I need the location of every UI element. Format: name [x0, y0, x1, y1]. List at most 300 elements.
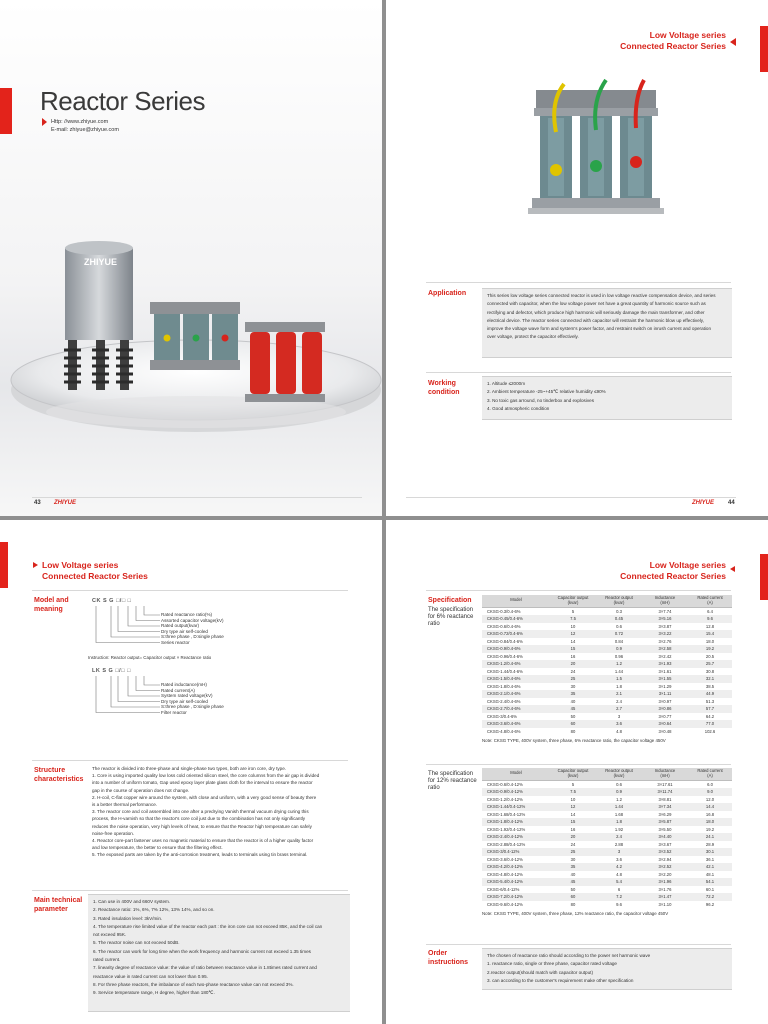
table-cell: 9.0	[688, 788, 732, 796]
table-cell: 20.5	[705, 653, 715, 659]
table-cell: 40	[570, 871, 576, 877]
table-cell: 1.2	[596, 660, 642, 668]
main-parameter-line: 5. The reactor noise can not exceed 50dB.	[93, 940, 180, 946]
table-cell: 10	[570, 623, 576, 629]
table-cell: 16	[570, 826, 576, 832]
table-cell: 64.2	[705, 713, 715, 719]
divider	[426, 944, 731, 945]
spec12-line3: ratio	[428, 785, 440, 791]
table-cell: 6	[617, 886, 621, 892]
table-row	[482, 803, 732, 811]
structure-line: The reactor is divided into three-phase and single-phase two types, both are iron core, dry type.	[92, 766, 287, 771]
table-cell: 0.6	[616, 623, 622, 629]
column-header: Rated current (A)	[688, 595, 732, 607]
model-meaning-item: Rated current(A)	[161, 687, 195, 693]
triangle-icon	[42, 118, 47, 126]
structure-line: is a better thermal performance.	[92, 802, 158, 808]
table-cell: 3×7.74	[658, 608, 672, 614]
table-cell: 3×17.61	[657, 781, 673, 787]
table-cell: 3×2.42	[658, 653, 672, 659]
table-cell: 0.9	[596, 645, 642, 653]
table-cell: 3×5.16	[642, 615, 688, 623]
structure-line: 1. Core is using imported quality low loss cold oriented silicon steel, the core columns from the air gap is divided	[92, 773, 320, 779]
table-cell: 1.8	[596, 818, 642, 826]
divider	[426, 282, 731, 283]
order-instruction-line: 2.reactor output(should match with capacitor output)	[487, 969, 593, 975]
table-cell: 36.1	[705, 856, 715, 862]
table-cell: 44.9	[688, 690, 732, 698]
table-cell: CKSG-0.9/0.4-6%	[482, 645, 550, 653]
working-label-line2: condition	[428, 388, 460, 396]
table-row	[482, 893, 732, 901]
structure-line: 5. The exposed parts are taken by the anti-corrosion treatment, leads to terminals using tin brass terminal.	[92, 852, 308, 858]
model-code-ck: CK S G □/□ □	[92, 598, 132, 604]
structure-line: 4. Reactor core-part fastener uses no magnetic material to ensure that the reactor is of a higher quality factor	[92, 838, 314, 844]
table-cell: 24	[570, 668, 576, 674]
table-cell: 25	[550, 675, 596, 683]
table-row	[482, 683, 732, 691]
column-header: Inductance (mH)	[642, 595, 688, 607]
table-header	[482, 768, 732, 780]
table-cell: 30	[570, 683, 576, 689]
table-cell: CKSG-0.84/0.4-6%	[487, 638, 523, 644]
page-43	[0, 0, 382, 516]
series-header-line1: Low Voltage series	[42, 560, 119, 570]
table-cell: CKSG-9.6/0.4-12%	[487, 901, 523, 907]
table-cell: 3×2.76	[658, 638, 672, 644]
divider	[426, 372, 731, 373]
table-header	[482, 595, 732, 607]
application-line: connected with capacitor, when the low voltage power net have a great quantity of harmonic source such as	[487, 301, 706, 307]
table-cell: CKSG-7.2/0.4-12%	[482, 893, 550, 901]
red-tab	[760, 26, 768, 72]
table-cell: 45	[550, 878, 596, 886]
table-cell: 3	[617, 713, 621, 719]
table-cell: 80	[570, 728, 576, 734]
table-cell: 60	[550, 893, 596, 901]
table-cell: 0.45	[596, 615, 642, 623]
column-header: Reactor output (kvar)	[596, 768, 642, 780]
table-cell: 3×1.29	[658, 683, 672, 689]
table-cell: 5	[571, 608, 575, 614]
application-line: rectifying and defector, which produce high harmonic will seriously damage the main transformer, and other	[487, 309, 705, 315]
order-instruction-line: 3. can according to the customer's requirement make other specification	[487, 977, 634, 983]
table-row	[482, 871, 732, 879]
table-cell: 2.1	[596, 690, 642, 698]
table-cell: CKSG-0.6/0.4-12%	[487, 781, 523, 787]
footer-logo: ZHIYUE	[54, 500, 77, 506]
page-number: 43	[34, 500, 41, 506]
table-cell: 3×1.10	[658, 901, 672, 907]
application-line: electrical device. The reactor series connected with capacitor will restraint the harmonic blow up effectively,	[487, 317, 705, 323]
divider	[32, 760, 348, 761]
table-cell: CKSG-1.8/0.4-12%	[482, 818, 550, 826]
main-parameter-line: rated current.	[93, 957, 121, 963]
table-cell: 25.7	[688, 660, 732, 668]
table-cell: 3×0.86	[642, 705, 688, 713]
table-cell: CKSG-0.72/0.4-6%	[482, 630, 550, 638]
table-cell: 25	[550, 848, 596, 856]
model-code-lk: LK S G □/□ □	[92, 668, 131, 674]
table-cell: 3×2.52	[642, 863, 688, 871]
order-label	[428, 950, 468, 967]
footer-divider	[32, 497, 362, 498]
table-cell: 16.8	[705, 811, 715, 817]
red-tab	[0, 88, 12, 134]
series-header-line2: Connected Reactor Series	[620, 571, 726, 581]
application-line: improve the voltage wave form and system's power factor, and restraint switch on inrush current and operation	[487, 326, 712, 332]
application-label: Application	[428, 290, 467, 297]
table-cell: 9.6	[616, 901, 622, 907]
model-ck-meaning-list	[161, 612, 224, 645]
table-cell: 1.68	[614, 811, 624, 817]
table-row	[482, 886, 732, 894]
table-cell: 3×0.48	[658, 728, 672, 734]
series-header	[620, 30, 726, 52]
page-45	[0, 520, 382, 1024]
table-cell: 15.4	[688, 630, 732, 638]
table-cell: 14	[570, 638, 576, 644]
table-cell: CKSG-3.6/0.4-6%	[482, 720, 550, 728]
table-cell: 30.8	[705, 668, 715, 674]
table-cell: 3×1.55	[642, 675, 688, 683]
main-technical-text	[88, 894, 350, 1012]
table-cell: CKSG-1.2/0.4-6%	[482, 660, 550, 668]
working-condition-line: 4. Good atmospheric condition	[487, 405, 550, 411]
table-cell: 35	[550, 863, 596, 871]
table-cell: CKSG-0.45/0.4-6%	[482, 615, 550, 623]
working-condition-label	[428, 380, 460, 397]
table-cell: 18.0	[688, 818, 732, 826]
table-cell: 3×3.52	[642, 848, 688, 856]
divider	[32, 590, 348, 591]
spec12-line1: The specification	[428, 771, 474, 777]
model-label-line1: Model and	[34, 597, 69, 604]
table-cell: 60	[550, 720, 596, 728]
table-cell: 30.1	[688, 848, 732, 856]
table-row	[482, 705, 732, 713]
model-meaning-item: Dry type air self-cooled	[161, 698, 208, 704]
table-row	[482, 623, 732, 631]
model-meaning-item: Rated inductance(mH)	[161, 682, 207, 687]
spec-table-12	[482, 768, 732, 908]
working-label-line1: Working	[428, 380, 456, 387]
email-link[interactable]: E-mail: zhiyue@zhiyue.com	[51, 127, 119, 133]
table-row	[482, 818, 732, 826]
table-cell: 20	[550, 660, 596, 668]
table-row	[482, 653, 732, 661]
series-header-line2: Connected Reactor Series	[42, 571, 148, 581]
main-technical-label	[34, 897, 82, 914]
table-cell: 57.7	[688, 705, 732, 713]
main-parameter-line: 1. Can use in 400V and 660V system.	[93, 899, 171, 904]
model-instruction: Instruction: Reactor output= Capacitor output × Reactance ratio	[88, 655, 212, 660]
table-cell: 3×0.77	[658, 713, 672, 719]
table-cell: 24	[570, 841, 576, 847]
table-cell: CKSG-0.6/0.4-6%	[487, 623, 521, 629]
structure-line: gap in the course of operation does not change.	[92, 787, 190, 793]
table-cell: 77.0	[688, 720, 732, 728]
table-row	[482, 826, 732, 834]
main-label-line2: parameter	[34, 905, 68, 913]
table-cell: 30	[570, 856, 576, 862]
table-cell: 3×8.81	[658, 796, 672, 802]
structure-label-line2: characteristics	[34, 775, 84, 783]
reactor-photo	[526, 72, 666, 232]
structure-label	[34, 767, 83, 784]
column-header: Model	[482, 595, 550, 607]
table-row	[482, 796, 732, 804]
table-cell: 3×0.64	[642, 720, 688, 728]
main-label-line1: Main technical	[34, 897, 83, 904]
table-cell: CKSG-2.7/0.4-6%	[482, 705, 550, 713]
table-cell: CKSG-2.4/0.4-12%	[482, 833, 550, 841]
model-meaning-item: Assorted capacitor voltage(kV)	[161, 617, 224, 623]
table-cell: CKSG-6/0.4-12%	[487, 886, 520, 892]
table-cell: 3	[596, 848, 642, 856]
structure-line: into a number of uniform tomato, Gap used epoxy layer plate glass cloth for the interval to ensure the reactor	[92, 780, 313, 786]
table-row	[482, 690, 732, 698]
footer-logo: ZHIYUE	[692, 500, 715, 506]
table-cell: CKSG-1.68/0.4-12%	[487, 811, 526, 817]
working-condition-line: 2. Ambient temperature -25~+45℃ relative humidity ≤90%	[487, 389, 606, 395]
main-parameter-line: 6. The reactor can work for long time when the work frequency and harmonic current not exceed 1.35 times	[93, 948, 311, 954]
order-label-line1: Order	[428, 950, 448, 957]
footer-divider	[406, 497, 736, 498]
spec6-line2: for 6% reactance	[428, 614, 474, 620]
table-cell: CKSG-4.8/0.4-6%	[487, 728, 521, 734]
divider	[32, 890, 348, 891]
table-cell: 3×1.47	[642, 893, 688, 901]
table-cell: 1.44	[596, 803, 642, 811]
table-cell: 42.1	[688, 863, 732, 871]
spec-table-6	[482, 595, 732, 735]
table-cell: CKSG-1.2/0.4-12%	[487, 796, 523, 802]
model-meaning-item: Series reactor	[161, 639, 190, 645]
table-cell: 38.5	[705, 683, 715, 689]
table-cell: 2.88	[614, 841, 624, 847]
table-cell: 5	[571, 781, 575, 787]
table-6-note: Note: CKSG TYPE, 400V system, three phase, 6% reactance ratio, the capacitor voltage 450V	[482, 738, 666, 743]
order-label-line2: instructions	[428, 958, 469, 966]
spec-12-label	[428, 771, 477, 792]
model-meaning-item: Rated reactance ratio(%)	[161, 612, 213, 617]
model-meaning-item: Dry type air self-cooled	[161, 628, 208, 634]
page-title: Reactor Series	[40, 86, 205, 116]
table-row	[482, 848, 732, 856]
table-cell: CKSG-5.4/0.4-12%	[482, 878, 550, 886]
red-tab	[760, 554, 768, 600]
table-cell: 7.5	[550, 615, 596, 623]
table-cell: 35	[550, 690, 596, 698]
table-cell: 28.9	[705, 841, 715, 847]
divider	[426, 590, 731, 591]
page-number: 44	[728, 500, 735, 506]
table-cell: 0.84	[614, 638, 624, 644]
table-cell: 19.2	[688, 645, 732, 653]
table-cell: 51.3	[705, 698, 715, 704]
table-cell: 3×3.67	[658, 841, 672, 847]
table-cell: CKSG-0.96/0.4-6%	[487, 653, 523, 659]
table-row	[482, 863, 732, 871]
http-link[interactable]: Http: //www.zhiyue.com	[51, 119, 109, 125]
table-cell: CKSG-1.44/0.4-12%	[482, 803, 550, 811]
table-cell: CKSG-4.8/0.4-12%	[487, 871, 523, 877]
table-cell: 12.8	[705, 623, 715, 629]
table-cell: 3×3.22	[642, 630, 688, 638]
table-cell: 3×2.20	[658, 871, 672, 877]
model-label-line2: meaning	[34, 605, 63, 613]
table-cell: 3×1.61	[658, 668, 672, 674]
product-brand-label: ZHIYUE	[84, 257, 118, 267]
table-row	[482, 645, 732, 653]
working-condition-text	[482, 376, 732, 420]
table-row	[482, 660, 732, 668]
model-meaning-item: System rated voltage(kV)	[161, 693, 213, 699]
table-cell: 3×3.87	[658, 623, 672, 629]
structure-line: and low temperature, the better to ensure that the filtering effect.	[92, 845, 223, 851]
table-cell: 3.6	[596, 720, 642, 728]
application-line: This series low voltage series connected reactor is used in low voltage reactive compensation device, and series	[487, 293, 716, 298]
main-parameter-line: 7. linearity degree of reactance value: the value of ratio between reactance value in 1.8times rated current and	[93, 965, 317, 971]
column-header: Model	[482, 768, 550, 780]
table-cell: CKSG-0.9/0.4-12%	[482, 788, 550, 796]
table-cell: 15	[550, 818, 596, 826]
table-cell: 24.1	[688, 833, 732, 841]
red-tab	[0, 542, 8, 588]
structure-line: 3. The reactor core and coil assembled into one after a predrying Vanish thermal vacuum drying curing this	[92, 809, 309, 815]
table-cell: CKSG-3.6/0.4-12%	[487, 856, 523, 862]
table-cell: 7.5	[550, 788, 596, 796]
table-row	[482, 856, 732, 864]
table-cell: 1.5	[596, 675, 642, 683]
model-code-lk-lines	[92, 676, 162, 734]
contact-info	[51, 118, 119, 134]
model-meaning-item: S:three phase , D:single phase	[161, 634, 224, 640]
order-instructions-text	[482, 948, 732, 990]
table-cell: 54.1	[688, 878, 732, 886]
main-parameter-line: 4. The temperature rise limited value of the reactor each part : the iron core can not exceed 85K, and the coil can	[93, 923, 323, 929]
table-cell: 15	[550, 645, 596, 653]
table-row	[482, 615, 732, 623]
table-row	[482, 901, 732, 909]
column-header: Capacitor output (kvar)	[550, 595, 596, 607]
table-row	[482, 728, 732, 736]
table-cell: 102.6	[704, 728, 716, 734]
table-cell: 4.8	[616, 871, 622, 877]
column-header: Rated current (A)	[688, 768, 732, 780]
table-cell: 1.8	[616, 683, 622, 689]
spec-6-label	[428, 607, 473, 628]
table-cell: 19.2	[705, 826, 715, 832]
table-row	[482, 788, 732, 796]
application-text	[482, 288, 732, 358]
table-cell: 3×4.40	[642, 833, 688, 841]
main-parameter-line: 2. Reactance ratio: 1%, 6%, 7% 12%, 13% 14%, and so on.	[93, 907, 215, 913]
table-cell: 4.2	[596, 863, 642, 871]
table-cell: 3×1.76	[658, 886, 672, 892]
table-cell: 48.1	[705, 871, 715, 877]
table-cell: 0.72	[596, 630, 642, 638]
table-row	[482, 630, 732, 638]
page-46	[386, 520, 768, 1024]
table-cell: 96.2	[705, 901, 715, 907]
table-cell: 3.6	[616, 856, 622, 862]
table-cell: 40	[570, 698, 576, 704]
spec6-line3: ratio	[428, 621, 440, 627]
table-cell: CKSG-1.8/0.4-6%	[487, 683, 521, 689]
structure-label-line1: Structure	[34, 767, 66, 774]
table-cell: 3×2.94	[658, 856, 672, 862]
triangle-icon	[730, 566, 735, 572]
triangle-icon	[33, 562, 38, 568]
table-cell: 6.0	[707, 781, 713, 787]
table-cell: 32.1	[688, 675, 732, 683]
table-cell: 3×2.58	[642, 645, 688, 653]
table-row	[482, 878, 732, 886]
table-cell: 9.6	[688, 615, 732, 623]
table-row	[482, 607, 732, 615]
table-cell: CKSG-4.2/0.4-12%	[482, 863, 550, 871]
table-cell: 3×1.93	[642, 660, 688, 668]
table-cell: 0.96	[614, 653, 624, 659]
main-parameter-line: not exceed 95K.	[93, 932, 127, 938]
table-12-note: Note: CKSG TYPE, 400V system, three phase, 12% reactance ratio, the capacitor voltage 450V	[482, 911, 669, 916]
model-meaning-item: S:three phase , D:single phase	[161, 704, 224, 710]
main-parameter-line: 3. Rated insulation level: 3kV/min.	[93, 915, 163, 921]
main-parameter-line: 8. For three phase reactors, the imbalance of each two-phase reactance value can not exceed 3%.	[93, 981, 294, 987]
page-44	[386, 0, 768, 516]
table-cell: 20	[550, 833, 596, 841]
table-row	[482, 713, 732, 721]
structure-line: 2. H-coil, C-flat copper wire around the system, with close and uniform, with a very good sense of beauty there	[92, 794, 317, 800]
table-cell: 18.0	[705, 638, 715, 644]
table-cell: CKSG-3/0.4-6%	[487, 713, 518, 719]
working-condition-line: 1. Altitude ≤2000m	[487, 381, 526, 386]
structure-text	[92, 765, 354, 859]
table-cell: 3×0.97	[658, 698, 672, 704]
model-lk-meaning-list	[161, 682, 224, 715]
table-cell: 3×7.34	[642, 803, 688, 811]
table-cell: CKSG-1.5/0.4-6%	[482, 675, 550, 683]
structure-line: process, the H-varnish so that the reactor's core coil just due to the combination has not only significantly	[92, 816, 306, 822]
table-cell: 14.4	[688, 803, 732, 811]
table-cell: 2.4	[616, 698, 622, 704]
order-instruction-line: The chosen of reactance ratio should according to the power net harmonic wave	[487, 953, 651, 958]
table-cell: 50	[570, 886, 576, 892]
table-cell: 1.92	[614, 826, 624, 832]
spec6-line1: The specification	[428, 607, 474, 613]
series-header-line2: Connected Reactor Series	[620, 41, 726, 51]
table-cell: 7.2	[596, 893, 642, 901]
working-condition-line: 3. No toxic gas arround, no tinderbox and explosives	[487, 397, 594, 403]
table-row	[482, 675, 732, 683]
table-cell: CKSG-2.88/0.4-12%	[487, 841, 526, 847]
table-cell: 3×5.87	[642, 818, 688, 826]
table-cell: CKSG-3/0.4-12%	[482, 848, 550, 856]
table-cell: 2.7	[596, 705, 642, 713]
table-row	[482, 780, 732, 788]
table-cell: 3×5.50	[658, 826, 672, 832]
application-line: over voltage, protect the capacitor effectively.	[487, 334, 579, 340]
table-row	[482, 638, 732, 646]
series-header-line1: Low Voltage series	[649, 30, 726, 40]
structure-line: reduces the noise operation, very high levels of heat, to ensure that the Reactor high temperature can safely	[92, 823, 312, 829]
table-cell: 12.0	[705, 796, 715, 802]
series-header-line1: Low Voltage series	[649, 560, 726, 570]
table-cell: 4.8	[616, 728, 622, 734]
table-cell: 0.9	[596, 788, 642, 796]
